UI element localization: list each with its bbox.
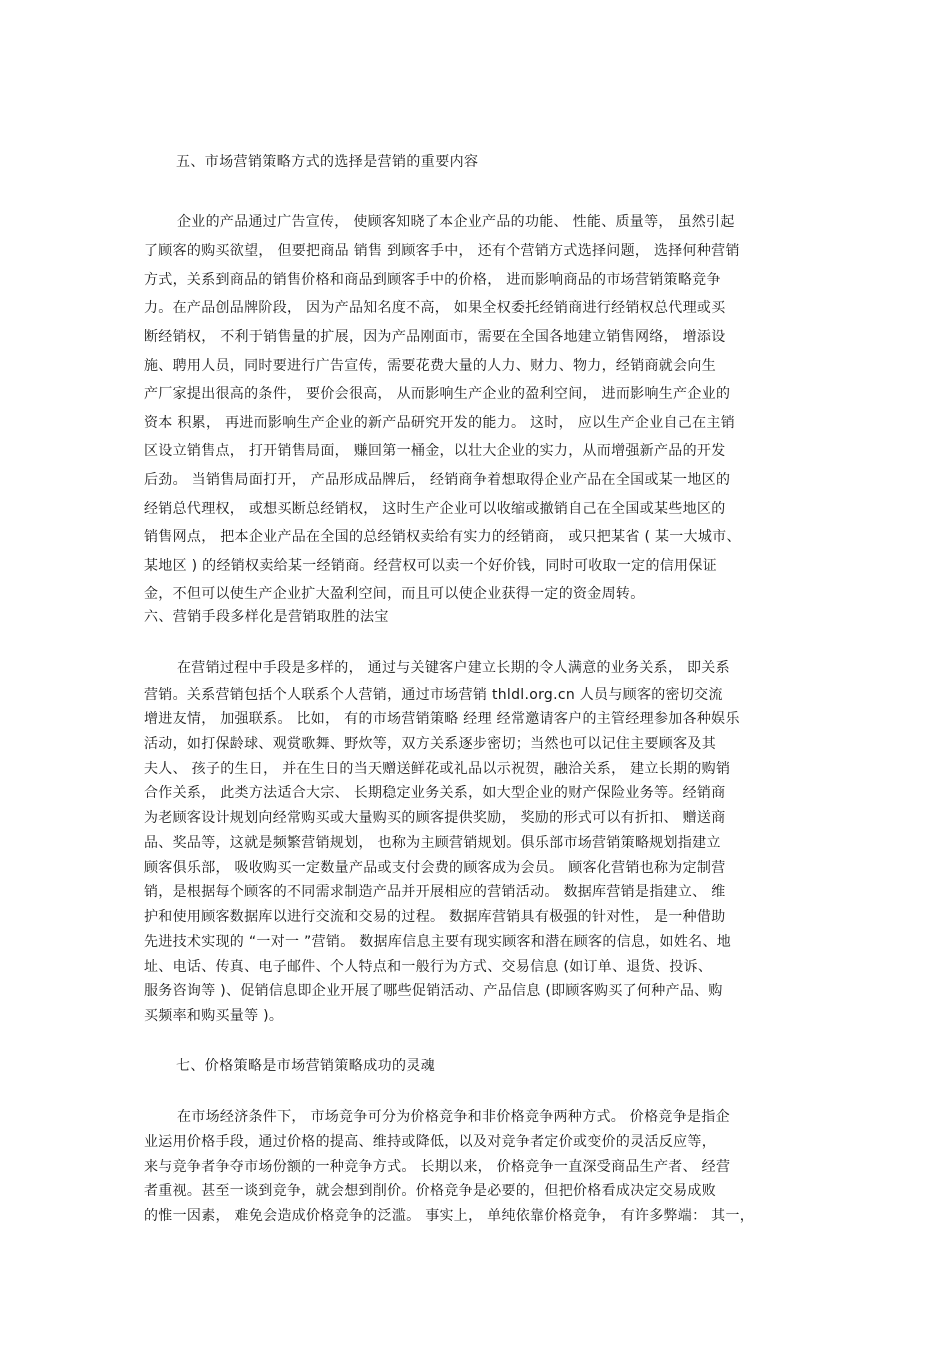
paragraph-line: 金，不但可以使生产企业扩大盈利空间，而且可以使企业获得一定的资金周转。 bbox=[144, 586, 645, 602]
section-heading: 六、营销手段多样化是营销取胜的法宝 bbox=[144, 609, 389, 625]
paragraph-line: 断经销权， 不利于销售量的扩展，因为产品刚面市，需要在全国各地建立销售网络， 增添设 bbox=[144, 329, 726, 345]
paragraph-line: 资本 积累， 再进而影响生产企业的新产品研究开发的能力。 这时， 应以生产企业自己在主销 bbox=[144, 415, 735, 431]
paragraph-line: 区设立销售点， 打开销售局面， 赚回第一桶金，以壮大企业的实力，从而增强新产品的开发 bbox=[144, 443, 726, 459]
paragraph-line: 服务咨询等 )、促销信息即企业开展了哪些促销活动、产品信息 (即顾客购买了何种产品、购 bbox=[144, 983, 723, 999]
paragraph-line: 的惟一因素， 难免会造成价格竞争的泛滥。 事实上， 单纯依靠价格竞争， 有许多弊端： 其一， bbox=[144, 1208, 755, 1224]
paragraph-line: 在市场经济条件下， 市场竞争可分为价格竞争和非价格竞争两种方式。 价格竞争是指企 bbox=[177, 1109, 730, 1125]
paragraph-line: 址、电话、传真、电子邮件、个人特点和一般行为方式、交易信息 (如订单、退货、投诉、 bbox=[144, 959, 713, 975]
paragraph-line: 力。在产品创品牌阶段， 因为产品知名度不高， 如果全权委托经销商进行经销权总代理或买 bbox=[144, 300, 726, 316]
paragraph-line: 在营销过程中手段是多样的， 通过与关键客户建立长期的令人满意的业务关系， 即关系 bbox=[177, 660, 730, 676]
paragraph-line: 经销总代理权， 或想买断总经销权， 这时生产企业可以收缩或撤销自己在全国或某些地区的 bbox=[144, 501, 726, 517]
paragraph-line: 后劲。 当销售局面打开， 产品形成品牌后， 经销商争着想取得企业产品在全国或某一地区的 bbox=[144, 472, 731, 488]
paragraph-line: 来与竞争者争夺市场份额的一种竞争方式。 长期以来， 价格竞争一直深受商品生产者、 经营 bbox=[144, 1159, 731, 1175]
paragraph-line: 顾客俱乐部， 吸收购买一定数量产品或支付会费的顾客成为会员。 顾客化营销也称为定制营 bbox=[144, 860, 726, 876]
paragraph-line: 护和使用顾客数据库以进行交流和交易的过程。 数据库营销具有极强的针对性， 是一种借助 bbox=[144, 909, 726, 925]
paragraph-line: 销，是根据每个顾客的不同需求制造产品并开展相应的营销活动。 数据库营销是指建立、 维 bbox=[144, 884, 726, 900]
paragraph-line: 先进技术实现的 “一对一 ”营销。 数据库信息主要有现实顾客和潜在顾客的信息，如姓名、地 bbox=[144, 934, 732, 950]
paragraph-line: 了顾客的购买欲望， 但要把商品 销售 到顾客手中， 还有个营销方式选择问题， 选择何种营销 bbox=[144, 243, 740, 259]
paragraph-line: 品、奖品等，这就是频繁营销规划， 也称为主顾营销规划。俱乐部市场营销策略规划指建立 bbox=[144, 835, 721, 851]
paragraph-line: 方式，关系到商品的销售价格和商品到顾客手中的价格， 进而影响商品的市场营销策略竞争 bbox=[144, 272, 721, 288]
paragraph-line: 某地区 ) 的经销权卖给某一经销商。经营权可以卖一个好价钱，同时可收取一定的信用保证 bbox=[144, 558, 717, 574]
paragraph-line: 合作关系， 此类方法适合大宗、 长期稳定业务关系，如大型企业的财产保险业务等。经销商 bbox=[144, 785, 726, 801]
paragraph-line: 销售网点， 把本企业产品在全国的总经销权卖给有实力的经销商， 或只把某省 ( 某一大城市、 bbox=[144, 529, 741, 545]
paragraph-line: 买频率和购买量等 )。 bbox=[144, 1008, 284, 1024]
paragraph-line: 为老顾客设计规划向经常购买或大量购买的顾客提供奖励， 奖励的形式可以有折扣、 赠送商 bbox=[144, 810, 726, 826]
section-heading: 五、市场营销策略方式的选择是营销的重要内容 bbox=[176, 154, 479, 170]
paragraph-line: 营销。关系营销包括个人联系个人营销，通过市场营销 thldl.org.cn 人员与顾客的密切交流 bbox=[144, 687, 723, 703]
paragraph-line: 增进友情， 加强联系。 比如， 有的市场营销策略 经理 经常邀请客户的主管经理参加各种娱乐 bbox=[144, 711, 740, 727]
paragraph-line: 施、聘用人员，同时要进行广告宣传，需要花费大量的人力、财力、物力，经销商就会向生 bbox=[144, 358, 716, 374]
paragraph-line: 业运用价格手段，通过价格的提高、维持或降低，以及对竞争者定价或变价的灵活反应等， bbox=[144, 1134, 716, 1150]
paragraph-line: 夫人、 孩子的生日， 并在生日的当天赠送鲜花或礼品以示祝贺，融洽关系， 建立长期的购销 bbox=[144, 761, 731, 777]
paragraph-line: 者重视。甚至一谈到竞争，就会想到削价。价格竞争是必要的，但把价格看成决定交易成败 bbox=[144, 1183, 716, 1199]
paragraph-line: 企业的产品通过广告宣传， 使顾客知晓了本企业产品的功能、 性能、质量等， 虽然引起 bbox=[177, 214, 735, 230]
section-heading: 七、价格策略是市场营销策略成功的灵魂 bbox=[176, 1058, 436, 1074]
paragraph-line: 产厂家提出很高的条件， 要价会很高， 从而影响生产企业的盈利空间， 进而影响生产企业的 bbox=[144, 386, 731, 402]
paragraph-line: 活动，如打保龄球、观赏歌舞、野炊等，双方关系逐步密切；当然也可以记住主要顾客及其 bbox=[144, 736, 716, 752]
